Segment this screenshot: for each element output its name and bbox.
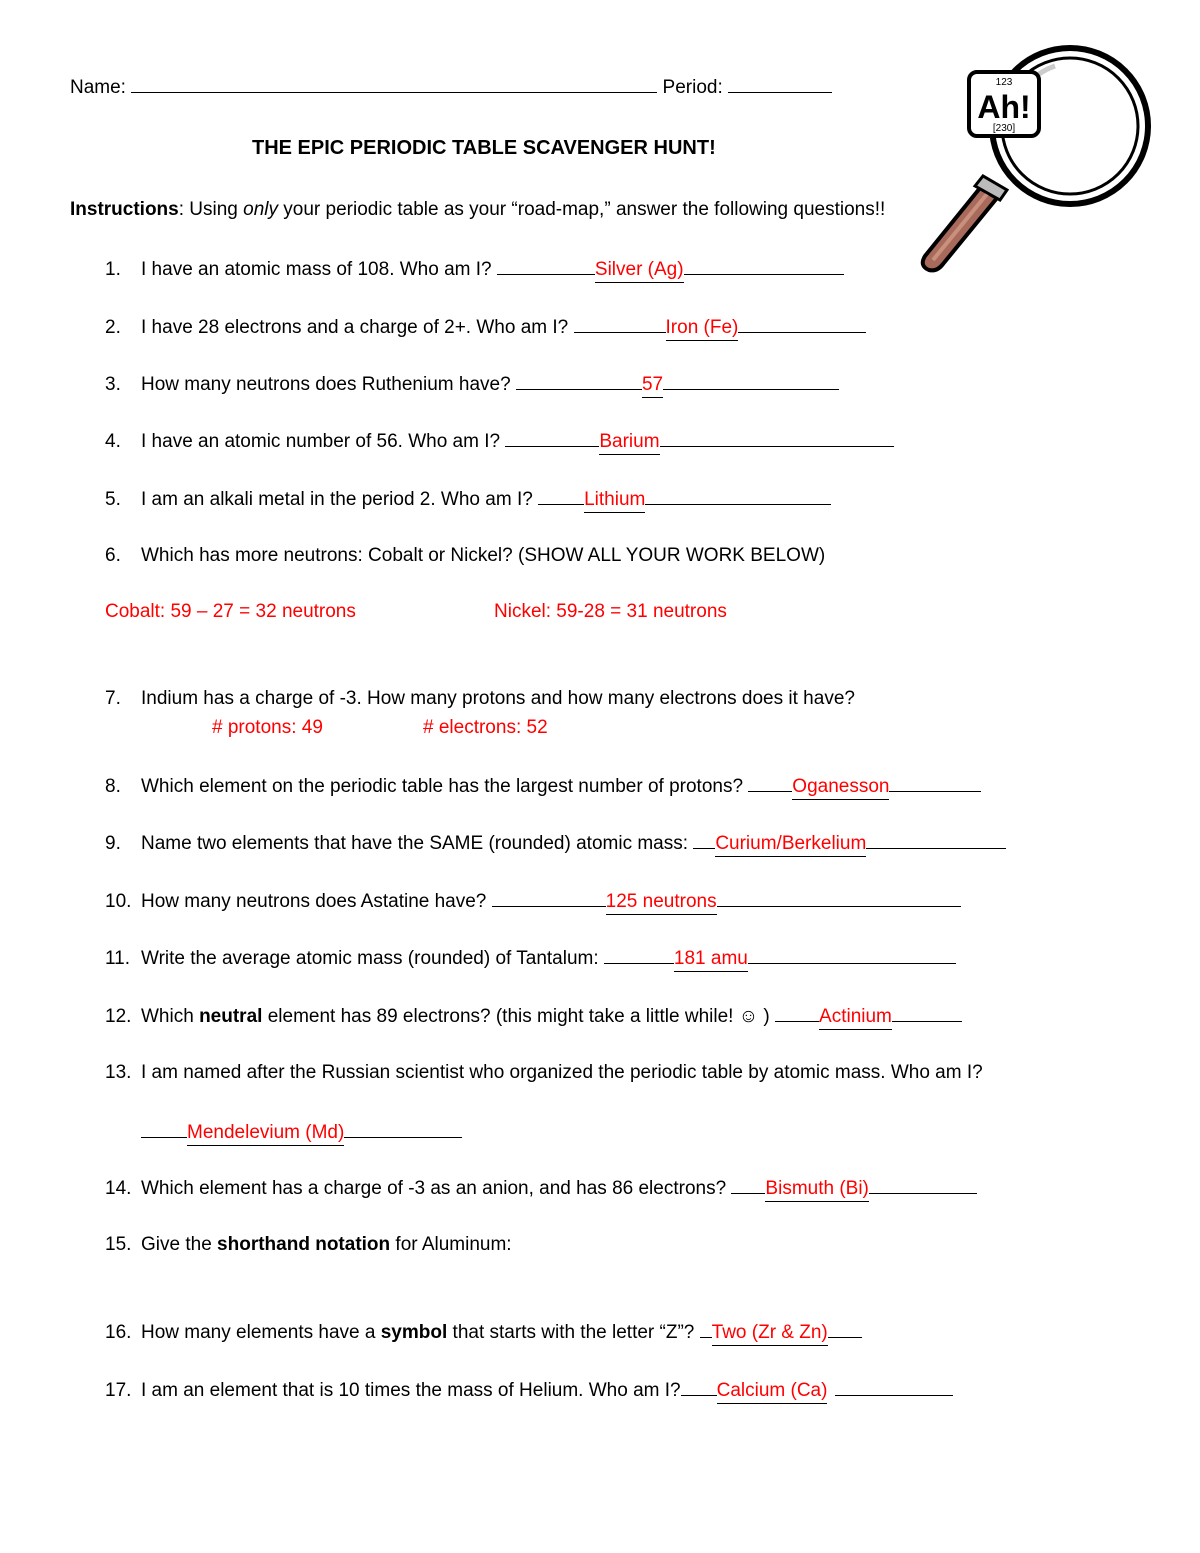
answer-line: [835, 1377, 953, 1396]
question-number: 7.: [105, 688, 121, 709]
answer-text[interactable]: Actinium: [819, 1005, 892, 1030]
question-8: [105, 773, 981, 800]
question-text: Name two elements that have the SAME (rounded) atomic mass:: [141, 833, 694, 854]
answer-text[interactable]: Calcium (Ca): [717, 1379, 828, 1404]
answer-line: [604, 945, 674, 964]
element-mass: [230]: [992, 123, 1016, 134]
answer-line: [748, 945, 956, 964]
answer-text[interactable]: 125 neutrons: [606, 890, 717, 915]
element-number: 123: [995, 77, 1013, 88]
answer-line: [693, 830, 715, 849]
question-2: [105, 314, 866, 341]
answer-line: [516, 371, 642, 390]
answer-electrons[interactable]: # electrons: 52: [423, 717, 548, 738]
question-text-post: that starts with the letter “Z”?: [447, 1322, 700, 1343]
question-11: [105, 945, 956, 972]
question-17: [105, 1377, 953, 1404]
question-text-post: for Aluminum:: [390, 1234, 512, 1255]
name-field[interactable]: [131, 74, 657, 93]
question-text-bold: shorthand notation: [217, 1234, 391, 1255]
question-text: Write the average atomic mass (rounded) of Tantalum:: [141, 948, 604, 969]
question-text: I am an alkali metal in the period 2. Who am I?: [141, 489, 539, 510]
page-title: THE EPIC PERIODIC TABLE SCAVENGER HUNT!: [252, 137, 716, 159]
question-number: 16.: [105, 1322, 132, 1343]
question-number: 6.: [105, 545, 121, 566]
answer-line: [889, 773, 981, 792]
question-text-pre: Which: [141, 1006, 200, 1027]
answer-line: [748, 773, 792, 792]
question-9: [105, 830, 1006, 857]
question-text: How many neutrons does Astatine have?: [141, 891, 492, 912]
answer-text[interactable]: Lithium: [584, 488, 645, 513]
question-10: [105, 888, 961, 915]
answer-line: [866, 830, 1006, 849]
answer-line: [497, 256, 595, 275]
question-number: 11.: [105, 948, 131, 969]
question-number: 3.: [105, 374, 121, 395]
question-16: [105, 1319, 862, 1346]
question-number: 12.: [105, 1006, 132, 1027]
answer-line: [505, 428, 599, 447]
answer-text[interactable]: 181 amu: [674, 947, 748, 972]
question-text-post: element has 89 electrons? (this might take a little while! ☺ ): [262, 1006, 776, 1027]
question-number: 1.: [105, 259, 121, 280]
question-1: [105, 256, 844, 283]
answer-text[interactable]: Two (Zr & Zn): [712, 1321, 828, 1346]
answer-text[interactable]: Barium: [599, 430, 659, 455]
question-text: Indium has a charge of -3. How many protons and how many electrons does it have?: [141, 688, 855, 709]
question-text: I am an element that is 10 times the mass of Helium. Who am I?: [141, 1380, 681, 1401]
question-text-pre: How many elements have a: [141, 1322, 381, 1343]
answer-line: [645, 486, 831, 505]
period-label: Period:: [662, 77, 723, 98]
question-number: 14.: [105, 1178, 132, 1199]
question-text: How many neutrons does Ruthenium have?: [141, 374, 516, 395]
question-13-answer-line: [141, 1119, 462, 1146]
answer-line: [141, 1119, 187, 1138]
question-text: I have an atomic mass of 108. Who am I?: [141, 259, 497, 280]
answer-line: [869, 1175, 977, 1194]
answer-line: [344, 1119, 462, 1138]
answer-protons[interactable]: # protons: 49: [212, 717, 323, 738]
question-13: [105, 1061, 983, 1085]
question-5: [105, 486, 831, 513]
question-text: I am named after the Russian scientist who organized the periodic table by atomic mass. Who am I?: [141, 1062, 983, 1083]
answer-line: [892, 1003, 962, 1022]
instructions-only: only: [243, 199, 279, 220]
name-period-line: [70, 74, 832, 100]
instructions-label: Instructions: [70, 199, 179, 220]
answer-line: [492, 888, 606, 907]
question-number: 13.: [105, 1062, 132, 1083]
answer-line: [731, 1175, 765, 1194]
answer-line: [663, 371, 839, 390]
question-7: [105, 687, 855, 711]
question-14: [105, 1175, 977, 1202]
answer-text[interactable]: Bismuth (Bi): [765, 1177, 868, 1202]
answer-text[interactable]: Silver (Ag): [595, 258, 684, 283]
answer-text[interactable]: Oganesson: [792, 775, 889, 800]
question-15: [105, 1233, 512, 1257]
answer-line: [684, 256, 844, 275]
instructions-post: your periodic table as your “road-map,” answer the following questions!!: [278, 199, 886, 220]
question-number: 2.: [105, 317, 121, 338]
question-text: Which has more neutrons: Cobalt or Nickel? (SHOW ALL YOUR WORK BELOW): [141, 545, 826, 566]
answer-text[interactable]: 57: [642, 373, 663, 398]
answer-line: [681, 1377, 717, 1396]
answer-text[interactable]: Mendelevium (Md): [187, 1121, 344, 1146]
question-text: Which element has a charge of -3 as an anion, and has 86 electrons?: [141, 1178, 732, 1199]
question-4: [105, 428, 894, 455]
question-number: 8.: [105, 776, 121, 797]
question-text: Which element on the periodic table has the largest number of protons?: [141, 776, 749, 797]
question-number: 15.: [105, 1234, 132, 1255]
question-6: [105, 544, 825, 568]
question-12: [105, 1003, 962, 1030]
answer-text[interactable]: Curium/Berkelium: [715, 832, 866, 857]
answer-cobalt[interactable]: Cobalt: 59 – 27 = 32 neutrons: [105, 601, 356, 622]
magnifier-handle: [923, 176, 1007, 270]
answer-line: [538, 486, 584, 505]
question-number: 10.: [105, 891, 132, 912]
answer-line: [738, 314, 866, 333]
answer-line: [700, 1319, 712, 1338]
magnifying-glass-icon: [905, 38, 1165, 278]
question-number: 4.: [105, 431, 121, 452]
answer-line: [574, 314, 666, 333]
question-text: I have 28 electrons and a charge of 2+. Who am I?: [141, 317, 574, 338]
instructions: [70, 198, 885, 222]
answer-line: [828, 1319, 862, 1338]
answer-line: [660, 428, 894, 447]
question-3: [105, 371, 839, 398]
period-field[interactable]: [728, 74, 832, 93]
instructions-pre: : Using: [178, 199, 244, 220]
question-number: 9.: [105, 833, 121, 854]
question-text: I have an atomic number of 56. Who am I?: [141, 431, 506, 452]
question-text-bold: neutral: [199, 1006, 263, 1027]
name-label: Name:: [70, 77, 126, 98]
question-number: 5.: [105, 489, 121, 510]
question-number: 17.: [105, 1380, 132, 1401]
answer-nickel[interactable]: Nickel: 59-28 = 31 neutrons: [494, 601, 727, 622]
question-text-pre: Give the: [141, 1234, 218, 1255]
answer-line: [775, 1003, 819, 1022]
answer-line: [717, 888, 961, 907]
question-text-bold: symbol: [380, 1322, 448, 1343]
element-symbol: Ah!: [977, 89, 1031, 125]
answer-text[interactable]: Iron (Fe): [666, 316, 739, 341]
